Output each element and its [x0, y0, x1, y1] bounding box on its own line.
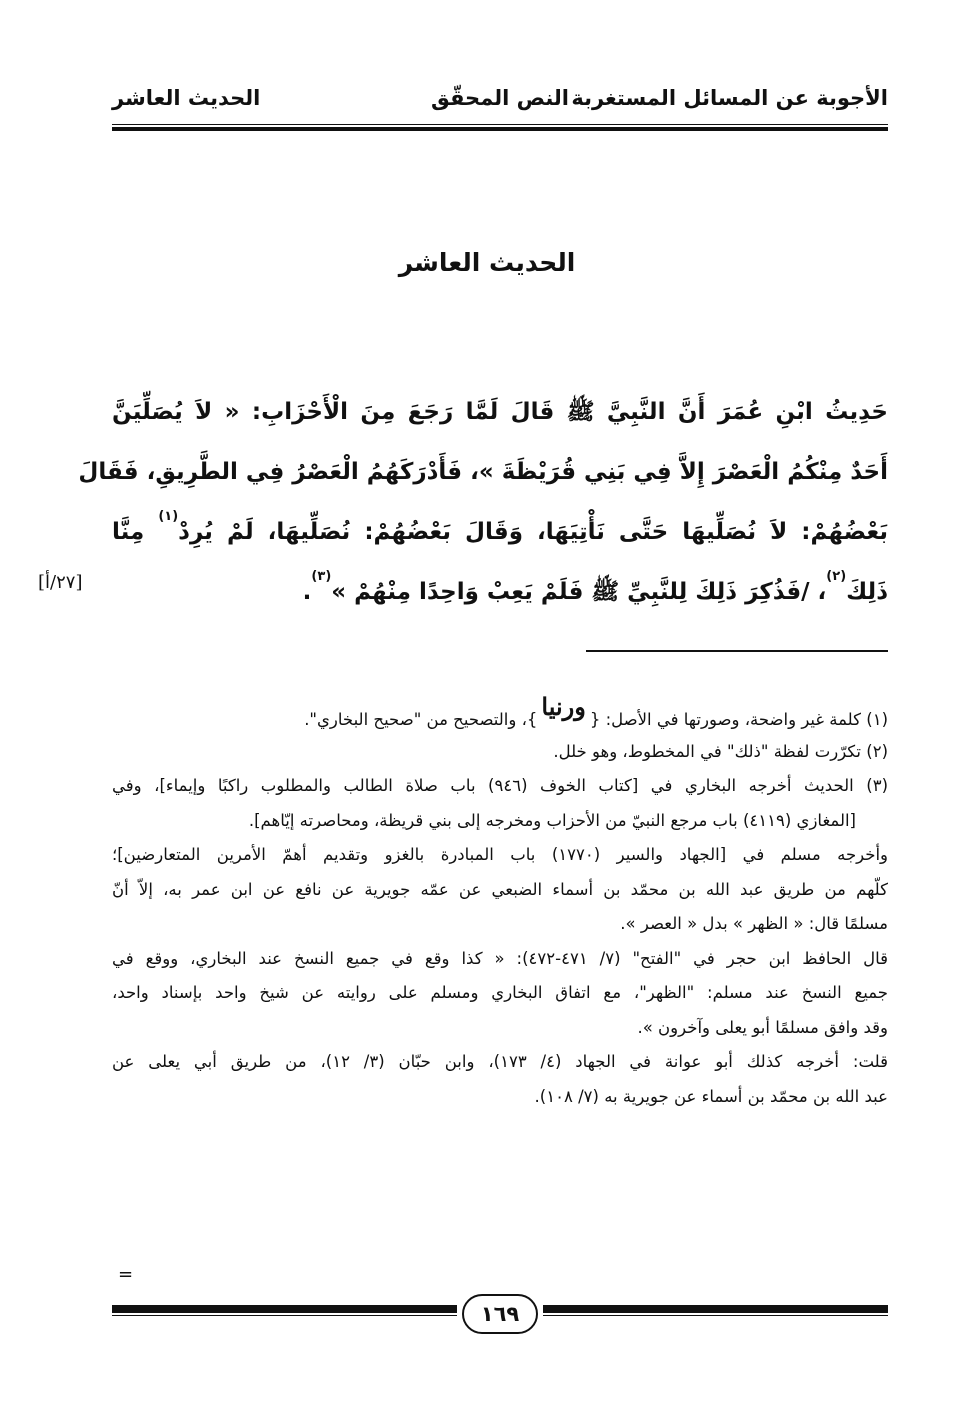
hadith-line [112, 562, 888, 622]
hadith-line: حَدِيثُ ابْنِ عُمَرَ أَنَّ النَّبِيَّ ﷺ قَالَ لَمَّا رَجَعَ مِنَ الْأَحْزَابِ: « لاَ يُصَلِّيَنَّ [112, 399, 888, 425]
hadith-line [112, 502, 888, 562]
running-header [112, 82, 888, 122]
footnote-3-line: قلت: أخرجه كذلك أبو عوانة في الجهاد (٤/ ١٧٣)، وابن حبّان (٣/ ١٢)، من طريق أبي يعلى عن [112, 1052, 888, 1071]
footnote-3-line: [المغازي (٤١١٩) باب مرجع النبيّ من الأحزاب ومخرجه إلى بني قريظة، ومحاصرته إيّاهم]. [248, 810, 856, 830]
hadith-text-segment: مِنَّا [112, 519, 159, 545]
footnote-3-line: عبد الله بن محمّد بن أسماء عن جويرية به (٧/ ١٠٨). [534, 1086, 888, 1106]
book-title: الأجوبة عن المسائل المستغربة [571, 86, 888, 110]
hadith-text-segment: ، /فَذُكِرَ ذَلِكَ لِلنَّبِيِّ ﷺ فَلَمْ يَعِبْ وَاحِدًا مِنْهُمْ » [331, 579, 827, 605]
hadith-label: الحديث العاشر [112, 86, 261, 110]
footnote-ref-2: (٢) [826, 569, 847, 584]
header-rule [112, 124, 888, 133]
footnote-3-line: كلّهم من طريق عبد الله بن محمّد بن أسماء الضبعي عن عمّه جويرية عن نافع عن ابن عمر به، إلاّ أنّ [112, 879, 888, 899]
footnote-3-line: قال الحافظ ابن حجر في "الفتح" (٧/ ٤٧١-٤٧٢): « كذا وقع في جميع النسخ عند البخاري، ووقع في [112, 948, 888, 968]
footnote-text: (١) كلمة غير واضحة، وصورتها في الأصل: { [589, 710, 888, 729]
footnote-3-line: وقد وافق مسلمًا أبو يعلى وآخرون ». [637, 1017, 888, 1037]
footnotes [112, 692, 888, 1114]
footnote-3-line: وأخرجه مسلم في [الجهاد والسير (١٧٧٠) باب المبادرة بالغزو وتقديم أهمّ الأمرين المتعارضين]؛ [112, 845, 888, 864]
footnote-ref-3: (٣) [311, 569, 332, 584]
hadith-text-segment: . [302, 579, 312, 605]
hadith-text [78, 382, 888, 622]
footnote-separator [586, 650, 888, 652]
manuscript-word-image: ورنيا [541, 692, 586, 721]
footnote-text: }، والتصحيح من "صحيح البخاري". [304, 710, 538, 729]
hadith-line: أَحَدٌ مِنْكُمُ الْعَصْرَ إِلاَّ فِي بَنِي قُرَيْظَةَ »، فَأَدْرَكَهُمُ الْعَصْرُ فِي الطَّرِيقِ، فَقَالَ [78, 459, 888, 485]
footnote-ref-1: (١) [158, 509, 179, 524]
page-footer-ornament [112, 1292, 888, 1336]
footnote-3-line: جميع النسخ عند مسلم: "الظهر"، مع اتفاق البخاري ومسلم على روايته عن شيخ واحد بإسناد واحد، [112, 983, 888, 1002]
section-label: النص المحقّق [431, 86, 569, 110]
chapter-title: الحديث العاشر [398, 248, 576, 277]
hadith-text-segment: بَعْضُهُمْ: لاَ نُصَلِّيهَا حَتَّى نَأْتِيَهَا، وَقَالَ بَعْضُهُمْ: نُصَلِّيهَا، لَمْ يُرِدْ [178, 519, 888, 545]
continuation-mark: = [118, 1264, 134, 1285]
footnote-3-line: مسلمًا قال: « الظهر » بدل « العصر ». [620, 914, 888, 933]
hadith-text-segment: ذَلِكَ [846, 579, 888, 605]
footnote-2: (٢) تكرّرت لفظة "ذلك" في المخطوط، وهو خلل. [553, 741, 888, 761]
page-number: ١٦٩ [462, 1294, 538, 1334]
manuscript-folio-ref: [٢٧/أ] [38, 572, 83, 593]
footnote-1 [112, 692, 888, 735]
footnote-3-line: (٣) الحديث أخرجه البخاري في [كتاب الخوف (٩٤٦) باب صلاة الطالب والمطلوب راكبًا وإيماء]، وفي [112, 776, 888, 795]
